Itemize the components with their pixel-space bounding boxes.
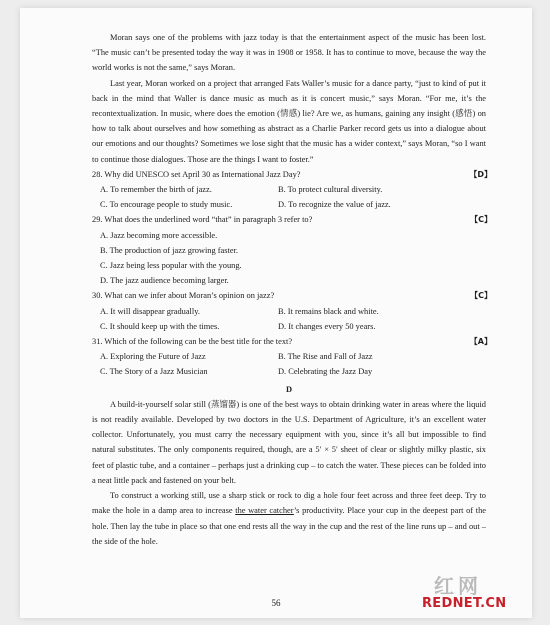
option-b: B. To protect cultural diversity.	[278, 185, 383, 195]
answer-badge: 【A】	[469, 337, 492, 347]
section-label: D	[285, 384, 293, 394]
answer-badge: 【D】	[469, 169, 492, 179]
document-page	[20, 8, 532, 618]
page-number: 56	[271, 598, 281, 608]
watermark-en: REDNET.CN	[422, 596, 507, 611]
watermark-logo	[420, 570, 520, 620]
option-b: B. The production of jazz growing faster.	[100, 245, 238, 255]
option-a: A. It will disappear gradually.	[100, 306, 200, 316]
options	[92, 349, 486, 379]
page-content	[92, 30, 492, 549]
option-a: A. To remember the birth of jazz.	[100, 185, 212, 195]
question-text: 28. Why did UNESCO set April 30 as International Jazz Day?	[92, 169, 301, 179]
option-d: D. Celebrating the Jazz Day	[278, 367, 373, 377]
option-b: B. It remains black and white.	[278, 306, 379, 316]
question-29	[92, 212, 492, 288]
question-text: 31. Which of the following can be the best title for the text?	[92, 337, 293, 347]
question-text: 29. What does the underlined word “that” in paragraph 3 refer to?	[92, 215, 313, 225]
paragraph-moran-2: Last year, Moran worked on a project that arranged Fats Waller’s music for a dance party, “just to kind of put it back in the mind that Waller is dance music as much as it is concert music,” says Moran. “For me, it’s the recontextualization. In music, where does the emotion (情感) lie? Are we, as humans, gaining any insight (感悟) on how to talk about ourselves and how something as abstract as a Charlie Parker record gets us into a dialogue about our emotions and our thoughts? Sometimes we lose sight that the music has a wider context,” says Moran, “so I want to continue those dialogues. Those are the things I want to foster.”	[92, 78, 486, 164]
option-a: A. Jazz becoming more accessible.	[100, 230, 218, 240]
options	[92, 304, 486, 334]
watermark-cn: 红网	[434, 574, 482, 598]
answer-badge: 【C】	[470, 291, 492, 301]
option-c: C. To encourage people to study music.	[100, 200, 233, 210]
paragraph-moran-1: Moran says one of the problems with jazz today is that the entertainment aspect of the music has been lost. “The music can’t be presented today the way it was in 1908 or 1958. It has to continue to move, because the way the world works is not the same,” says Moran.	[92, 33, 486, 73]
options	[92, 182, 486, 212]
option-a: A. Exploring the Future of Jazz	[100, 352, 206, 362]
option-d: D. The jazz audience becoming larger.	[100, 276, 229, 286]
question-text: 30. What can we infer about Moran’s opinion on jazz?	[92, 291, 275, 301]
question-30	[92, 288, 492, 334]
paragraph-solar-still-2: To construct a working still, use a sharp stick or rock to dig a hole four feet across and three feet deep. Try to make the hole in a damp area to increase the water catcher’s productivity. Place your cup in the deepest part of the hole. Then lay the tube in place so that one end rests all the way in the cup and the rest of the line runs up – and out – the side of the hole.	[92, 491, 486, 546]
option-c: C. Jazz being less popular with the young.	[100, 261, 242, 271]
paragraph-solar-still-1: A build-it-yourself solar still (蒸馏器) is one of the best ways to obtain drinking water in areas where the liquid is not readily available. Developed by two doctors in the U.S. Department of Agriculture, it’s an excellent water collector. Unfortunately, you must carry the necessary equipment with you, since it’s all but impossible to find natural substitutes. The only components required, though, are a 5′ × 5′ sheet of clear or slightly milky plastic, six feet of plastic tube, and a container – perhaps just a drinking cup – to catch the water. These pieces can be folded into a neat little pack and fastened on your belt.	[92, 399, 486, 485]
question-28	[92, 167, 492, 213]
question-31	[92, 334, 492, 380]
option-c: C. It should keep up with the times.	[100, 321, 220, 331]
answer-badge: 【C】	[470, 215, 492, 225]
option-d: D. To recognize the value of jazz.	[278, 200, 391, 210]
option-c: C. The Story of a Jazz Musician	[100, 367, 208, 377]
option-d: D. It changes every 50 years.	[278, 321, 376, 331]
option-b: B. The Rise and Fall of Jazz	[278, 352, 373, 362]
underlined-phrase: the water catcher	[235, 506, 294, 516]
